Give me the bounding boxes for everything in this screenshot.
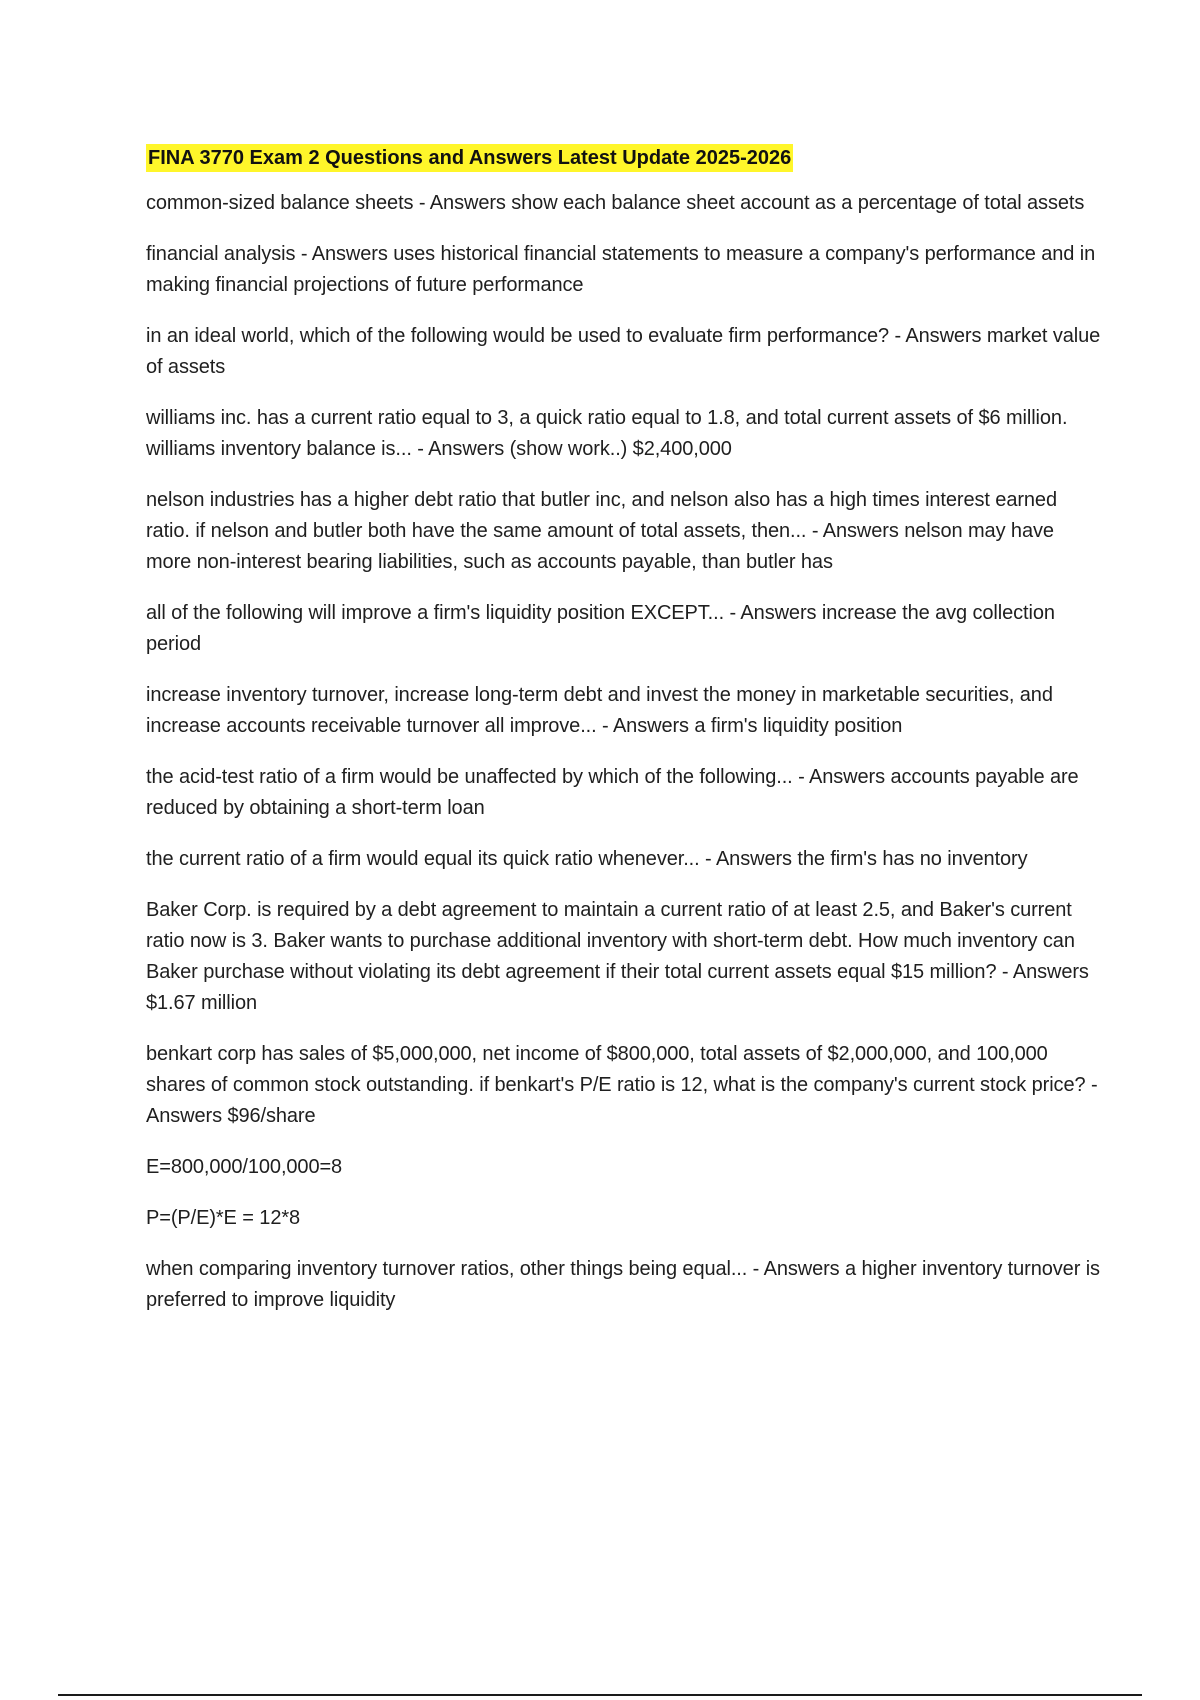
qa-entry: Baker Corp. is required by a debt agreement to maintain a current ratio of at least 2.5, and Baker's current ratio now is 3. Baker wants to purchase additional inventory with short-term debt. How much inventory can Baker purchase without violating its debt agreement if their total current assets equal $15 million? - Answers $1.67 million (146, 899, 1089, 1014)
calculation-line: E=800,000/100,000=8 (146, 1156, 343, 1178)
document-title: FINA 3770 Exam 2 Questions and Answers Latest Update 2025-2026 (146, 144, 793, 172)
document-page (146, 144, 1104, 1336)
qa-entry: the acid-test ratio of a firm would be unaffected by which of the following... - Answers accounts payable are reduced by obtaining a short-term loan (146, 766, 1079, 819)
qa-entry: williams inc. has a current ratio equal to 3, a quick ratio equal to 1.8, and total current assets of $6 million. williams inventory balance is... - Answers (show work..) $2,400,000 (146, 407, 1068, 460)
qa-entry: the current ratio of a firm would equal its quick ratio whenever... - Answers the firm's has no inventory (146, 848, 1028, 870)
footer-divider (58, 1694, 1142, 1696)
qa-entry: financial analysis - Answers uses historical financial statements to measure a company's performance and in making financial projections of future performance (146, 243, 1096, 296)
calculation-line: P=(P/E)*E = 12*8 (146, 1207, 301, 1229)
qa-entry: increase inventory turnover, increase long-term debt and invest the money in marketable securities, and increase accounts receivable turnover all improve... - Answers a firm's liquidity position (146, 684, 1053, 737)
qa-entry: common-sized balance sheets - Answers show each balance sheet account as a percentage of total assets (146, 192, 1085, 214)
qa-entry: nelson industries has a higher debt ratio that butler inc, and nelson also has a high times interest earned ratio. if nelson and butler both have the same amount of total assets, then... - Answers nelson may have more non-interest bearing liabilities, such as accounts payable, than butler has (146, 489, 1057, 573)
qa-entry: when comparing inventory turnover ratios, other things being equal... - Answers a higher inventory turnover is preferred to improve liquidity (146, 1258, 1100, 1311)
qa-entry: in an ideal world, which of the following would be used to evaluate firm performance? - Answers market value of assets (146, 325, 1101, 378)
qa-entry: all of the following will improve a firm's liquidity position EXCEPT... - Answers increase the avg collection period (146, 602, 1055, 655)
qa-entry: benkart corp has sales of $5,000,000, net income of $800,000, total assets of $2,000,000, and 100,000 shares of common stock outstanding. if benkart's P/E ratio is 12, what is the company's current stock price? - Answers $96/share (146, 1043, 1098, 1127)
